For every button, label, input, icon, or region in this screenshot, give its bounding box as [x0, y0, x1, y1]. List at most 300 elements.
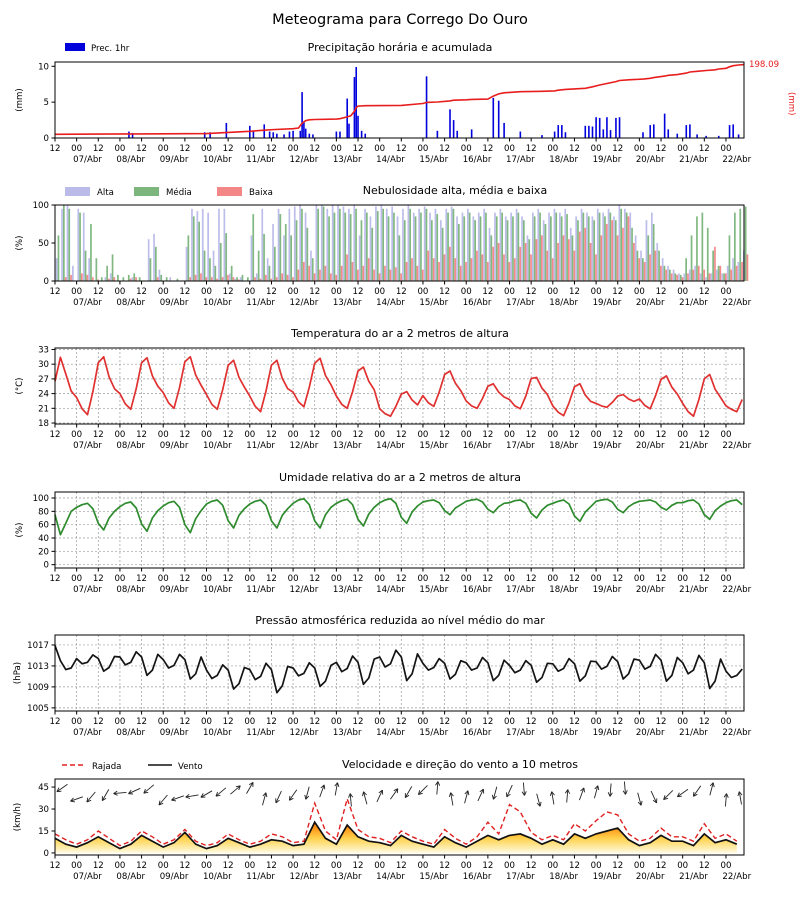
cloud-bar-alta [462, 213, 464, 281]
ylabel-precipitation: (mm) [15, 88, 25, 112]
cloud-bar-media [269, 266, 271, 281]
x-tick-date-label: 18/Abr [549, 298, 578, 308]
x-tick-hour-label: 12 [49, 144, 61, 154]
precip-bar [584, 126, 586, 138]
wind-direction-arrow [565, 790, 569, 803]
precip-bar [503, 123, 505, 138]
x-tick-hour-label: 00 [201, 430, 212, 440]
cloud-bar-media [150, 258, 152, 281]
cloud-bar-baixa [65, 277, 67, 281]
cloud-bar-media [512, 216, 514, 281]
x-tick-date-label: 17/Abr [505, 298, 535, 308]
x-tick-hour-label: 00 [504, 144, 515, 154]
legend-label-media: Média [166, 188, 192, 198]
cloud-bar-alta [402, 209, 404, 281]
x-tick-hour-label: 12 [439, 144, 451, 154]
x-tick-hour-label: 12 [265, 430, 277, 440]
x-tick-hour-label: 00 [157, 861, 169, 871]
precip-bar [653, 124, 655, 138]
precip-bar [599, 118, 601, 138]
cloud-bar-baixa [720, 266, 722, 281]
precip-bar [615, 118, 617, 138]
precip-bar [128, 132, 130, 138]
precip-bar [346, 99, 348, 138]
cloud-bar-baixa [195, 275, 197, 281]
cloud-bar-baixa [379, 273, 381, 281]
x-tick-hour-label: 00 [287, 574, 299, 584]
x-tick-hour-label: 12 [265, 861, 277, 871]
precip-bar [305, 129, 307, 138]
x-tick-hour-label: 12 [49, 430, 61, 440]
cloud-bar-media [399, 235, 401, 281]
cloud-bar-media [393, 213, 395, 281]
x-tick-hour-label: 00 [287, 287, 299, 297]
cloud-bar-media [712, 251, 714, 281]
x-tick-hour-label: 12 [439, 430, 451, 440]
wind-direction-arrow [305, 787, 309, 800]
x-tick-date-label: 16/Abr [462, 155, 492, 165]
x-tick-date-label: 15/Abr [419, 872, 449, 882]
cloud-bar-alta [435, 209, 437, 281]
x-tick-hour-label: 00 [374, 861, 386, 871]
x-tick-hour-label: 00 [590, 144, 602, 154]
cloud-bar-baixa [352, 262, 354, 281]
x-tick-date-label: 11/Abr [246, 441, 275, 451]
legend-label-rajada: Rajada [92, 762, 122, 772]
x-tick-hour-label: 12 [482, 717, 494, 727]
cloud-bar-alta [689, 270, 691, 281]
x-tick-hour-label: 00 [71, 430, 83, 440]
panel-title-precipitation: Precipitação horária e acumulada [307, 41, 493, 54]
cloud-bar-baixa [319, 270, 321, 281]
precip-bar [269, 132, 271, 138]
wind-direction-arrow [159, 795, 167, 805]
x-tick-hour-label: 12 [612, 430, 624, 440]
precip-bar [449, 109, 451, 138]
precip-bar [738, 134, 740, 138]
cloud-bar-alta [256, 273, 258, 281]
x-tick-date-label: 11/Abr [246, 155, 275, 165]
precip-bar [303, 122, 305, 138]
x-tick-date-label: 08/Abr [116, 585, 146, 595]
x-tick-date-label: 15/Abr [419, 728, 449, 738]
x-tick-hour-label: 12 [525, 287, 537, 297]
x-tick-hour-label: 12 [136, 430, 148, 440]
cloud-bar-alta [467, 209, 469, 281]
cloud-bar-baixa [368, 258, 370, 281]
x-tick-hour-label: 12 [568, 574, 580, 584]
cloud-bar-media [317, 209, 319, 281]
cloud-bar-alta [494, 213, 496, 281]
x-tick-date-label: 08/Abr [116, 298, 146, 308]
x-tick-date-label: 12/Abr [289, 155, 319, 165]
x-tick-date-label: 10/Abr [202, 872, 232, 882]
y-tick-label: 45 [38, 783, 49, 794]
x-tick-date-label: 19/Abr [592, 441, 622, 451]
cloud-bar-baixa [557, 243, 559, 281]
precip-bar [588, 126, 590, 138]
x-tick-hour-label: 12 [179, 287, 191, 297]
wind-direction-arrow [377, 790, 383, 802]
cloud-bar-alta [83, 213, 85, 281]
x-tick-date-label: 13/Abr [332, 441, 362, 451]
cloud-bar-baixa [373, 270, 375, 281]
x-tick-hour-label: 00 [374, 574, 386, 584]
x-tick-date-label: 20/Abr [635, 155, 665, 165]
cloud-bar-alta [240, 277, 242, 281]
x-tick-hour-label: 00 [330, 861, 342, 871]
x-tick-hour-label: 12 [136, 861, 148, 871]
x-tick-date-label: 08/Abr [116, 872, 146, 882]
cloud-bar-baixa [276, 277, 278, 281]
wind-direction-arrow [436, 782, 440, 795]
cloud-bar-media [642, 258, 644, 281]
x-tick-date-label: 15/Abr [419, 155, 449, 165]
cloud-bar-media [707, 228, 709, 281]
precip-bar [456, 131, 458, 138]
legend-swatch-alta [65, 187, 90, 196]
cloud-bar-baixa [81, 273, 83, 281]
cloud-bar-media [361, 220, 363, 281]
cloud-bar-media [215, 266, 217, 281]
cloud-bar-media [112, 254, 114, 281]
x-tick-hour-label: 12 [352, 287, 364, 297]
x-tick-date-label: 10/Abr [202, 728, 232, 738]
legend-label-vento: Vento [178, 762, 203, 772]
cloud-bar-media [415, 216, 417, 281]
cloud-bar-media [339, 209, 341, 281]
x-tick-date-label: 20/Abr [635, 585, 665, 595]
cloud-bar-media [404, 220, 406, 281]
cloud-bar-baixa [206, 277, 208, 281]
precip-bar [696, 134, 698, 138]
x-tick-date-label: 07/Abr [73, 441, 102, 451]
cloud-bar-media [566, 214, 568, 281]
y-tick-label: 0 [43, 134, 49, 144]
cloud-bar-baixa [411, 258, 413, 281]
cloud-bar-baixa [574, 251, 576, 281]
cloud-bar-baixa [92, 277, 94, 281]
precip-bar [283, 134, 285, 138]
wind-direction-arrow [507, 785, 513, 797]
x-tick-date-label: 16/Abr [462, 585, 492, 595]
ylabel-pressure: (hPa) [13, 661, 23, 685]
cloud-bar-alta [408, 205, 410, 281]
cloud-bar-alta [656, 243, 658, 281]
cloud-bar-alta [207, 213, 209, 281]
precip-bar [554, 132, 556, 138]
x-tick-hour-label: 00 [244, 861, 256, 871]
x-tick-hour-label: 00 [287, 717, 299, 727]
x-tick-hour-label: 00 [547, 861, 559, 871]
x-tick-date-label: 18/Abr [549, 441, 578, 451]
x-tick-hour-label: 00 [460, 144, 472, 154]
cloud-bar-alta [56, 258, 58, 281]
x-tick-hour-label: 12 [439, 861, 451, 871]
x-tick-hour-label: 12 [698, 144, 710, 154]
x-tick-date-label: 14/Abr [376, 298, 405, 308]
cloud-bar-alta [483, 209, 485, 281]
x-tick-hour-label: 00 [720, 717, 732, 727]
x-tick-hour-label: 12 [309, 144, 321, 154]
cloud-bar-baixa [346, 254, 348, 281]
precip-bar [676, 134, 678, 138]
x-tick-date-label: 07/Abr [73, 872, 102, 882]
wind-direction-arrow [276, 791, 282, 803]
cloud-bar-alta [543, 220, 545, 281]
cloud-bar-media [539, 213, 541, 281]
cloud-bar-baixa [303, 262, 305, 281]
x-tick-date-label: 21/Abr [679, 441, 708, 451]
cloud-bar-media [453, 209, 455, 281]
cloud-bar-alta [727, 266, 729, 281]
cloud-bar-media [117, 275, 119, 281]
precip-bar [685, 125, 687, 138]
panel-rh [33, 492, 752, 595]
x-tick-hour-label: 00 [590, 574, 602, 584]
wind-direction-arrow [465, 791, 469, 804]
cloud-bar-media [280, 214, 282, 281]
precip-bar [364, 134, 366, 138]
cloud-bar-media [604, 216, 606, 281]
y-tick-label: 33 [38, 345, 49, 356]
y-tick-label: 1005 [27, 703, 49, 714]
cloud-bar-media [442, 228, 444, 281]
x-tick-hour-label: 12 [612, 287, 624, 297]
cloud-bar-media [680, 275, 682, 281]
cloud-bar-alta [148, 239, 150, 281]
precip-bar [603, 129, 605, 138]
cloud-bar-alta [202, 209, 204, 281]
x-tick-hour-label: 00 [460, 430, 472, 440]
ylabel-clouds: (%) [15, 235, 25, 251]
cloud-bar-baixa [292, 277, 294, 281]
x-tick-hour-label: 12 [352, 144, 364, 154]
precip-bar [606, 117, 608, 138]
cloud-bar-alta [283, 235, 285, 281]
cloud-bar-baixa [471, 258, 473, 281]
panel-title-humidity: Umidade relativa do ar a 2 metros de altura [278, 471, 522, 484]
x-tick-hour-label: 12 [136, 574, 148, 584]
cloud-bar-media [745, 207, 747, 282]
cloud-bar-media [507, 220, 509, 281]
cloud-bar-baixa [135, 277, 137, 281]
cloud-bar-alta [343, 207, 345, 282]
cloud-bar-media [101, 277, 103, 281]
x-tick-date-label: 22/Abr [722, 728, 752, 738]
cloud-bar-media [463, 216, 465, 281]
x-tick-date-label: 10/Abr [202, 441, 232, 451]
cloud-bar-baixa [725, 273, 727, 281]
x-tick-hour-label: 12 [568, 861, 580, 871]
wind-direction-arrow [478, 789, 484, 801]
x-tick-hour-label: 00 [720, 430, 732, 440]
precip-bar [309, 134, 311, 138]
cloud-bar-alta [370, 216, 372, 281]
x-tick-hour-label: 00 [417, 287, 429, 297]
wind-direction-arrow [230, 786, 240, 794]
cloud-bar-alta [500, 209, 502, 281]
x-tick-hour-label: 12 [698, 861, 710, 871]
wind-direction-arrow [87, 792, 95, 802]
cloud-bar-alta [429, 213, 431, 281]
cloud-bar-alta [332, 205, 334, 281]
x-tick-hour-label: 12 [92, 861, 104, 871]
x-tick-hour-label: 00 [244, 717, 256, 727]
cloud-bar-baixa [189, 277, 191, 281]
x-tick-hour-label: 12 [92, 717, 104, 727]
cloud-bar-media [647, 235, 649, 281]
x-tick-date-label: 10/Abr [202, 585, 232, 595]
panel-pressure [27, 635, 751, 738]
y-tick-label: 15 [38, 826, 49, 837]
panel-wind [38, 779, 752, 882]
cloud-bar-media [685, 258, 687, 281]
x-tick-date-label: 07/Abr [73, 155, 102, 165]
precip-bar [357, 116, 359, 138]
cloud-bar-baixa [395, 267, 397, 281]
cloud-bar-baixa [595, 254, 597, 281]
wind-direction-arrow [129, 788, 141, 794]
x-tick-hour-label: 00 [417, 861, 429, 871]
x-tick-hour-label: 12 [395, 144, 407, 154]
y-tick-label: 1013 [27, 661, 49, 672]
cloud-bar-alta [521, 216, 523, 281]
precip-bar [557, 125, 559, 138]
cloud-bar-alta [711, 273, 713, 281]
x-tick-hour-label: 12 [655, 430, 667, 440]
cloud-bar-baixa [427, 251, 429, 281]
cloud-bar-media [675, 273, 677, 281]
cloud-bar-media [696, 216, 698, 281]
x-tick-hour-label: 12 [136, 144, 148, 154]
x-tick-date-label: 16/Abr [462, 872, 492, 882]
wind-direction-arrow [320, 785, 325, 797]
x-tick-hour-label: 00 [633, 574, 645, 584]
cloud-bar-baixa [682, 277, 684, 281]
x-tick-hour-label: 00 [374, 717, 386, 727]
x-tick-hour-label: 00 [547, 574, 559, 584]
x-tick-hour-label: 12 [439, 574, 451, 584]
wind-direction-arrow [247, 782, 254, 793]
cloud-bar-alta [316, 205, 318, 281]
y-tick-label: 5 [43, 98, 49, 109]
x-tick-date-label: 09/Abr [159, 441, 189, 451]
cloud-bar-media [669, 270, 671, 281]
cloud-bar-alta [348, 209, 350, 281]
cloud-bar-baixa [400, 273, 402, 281]
cloud-bar-baixa [287, 275, 289, 281]
wind-direction-arrow [710, 783, 714, 796]
cloud-bar-alta [554, 209, 556, 281]
x-tick-date-label: 10/Abr [202, 155, 232, 165]
x-tick-hour-label: 12 [525, 144, 537, 154]
cloud-bar-baixa [703, 270, 705, 281]
x-tick-date-label: 13/Abr [332, 298, 362, 308]
cloud-bar-media [334, 213, 336, 281]
cloud-bar-alta [456, 216, 458, 281]
x-tick-hour-label: 12 [92, 144, 104, 154]
cloud-bar-baixa [384, 266, 386, 281]
x-tick-hour-label: 00 [504, 574, 515, 584]
cloud-bar-baixa [714, 247, 716, 281]
cloud-bar-alta [619, 205, 621, 281]
precip-bar [361, 131, 363, 138]
cloud-bar-media [653, 224, 655, 281]
x-tick-date-label: 13/Abr [332, 155, 362, 165]
cloud-bar-media [188, 235, 190, 281]
cloud-bar-baixa [568, 239, 570, 281]
cloud-bar-alta [213, 251, 215, 281]
precip-bar [492, 98, 494, 138]
x-tick-hour-label: 12 [482, 861, 494, 871]
panel-title-pressure: Pressão atmosférica reduzida ao nível médio do mar [255, 614, 545, 627]
cloud-bar-media [447, 213, 449, 281]
x-tick-date-label: 14/Abr [376, 441, 405, 451]
x-tick-hour-label: 12 [439, 717, 451, 727]
cloud-bar-media [691, 235, 693, 281]
x-tick-hour-label: 12 [525, 861, 537, 871]
cloud-bar-media [366, 213, 368, 281]
x-tick-hour-label: 12 [482, 574, 494, 584]
cloud-bar-baixa [433, 258, 435, 281]
x-tick-hour-label: 00 [633, 430, 645, 440]
x-tick-hour-label: 00 [244, 144, 256, 154]
cloud-bar-alta [272, 224, 274, 281]
wind-direction-arrow [449, 793, 453, 806]
cloud-bar-media [496, 216, 498, 281]
wind-direction-arrow [594, 786, 598, 799]
x-tick-hour-label: 12 [179, 430, 191, 440]
cloud-bar-baixa [709, 273, 711, 281]
cloud-bar-media [458, 224, 460, 281]
cloud-bar-baixa [498, 243, 500, 281]
cloud-bar-media [491, 235, 493, 281]
cloud-bar-media [426, 209, 428, 281]
y-tick-label: 0 [43, 560, 49, 571]
x-tick-date-label: 18/Abr [549, 872, 578, 882]
x-tick-hour-label: 12 [568, 287, 580, 297]
cloud-bar-baixa [541, 235, 543, 281]
x-tick-hour-label: 00 [720, 144, 732, 154]
x-tick-hour-label: 12 [309, 287, 321, 297]
x-tick-date-label: 13/Abr [332, 872, 362, 882]
y-tick-label: 1009 [27, 682, 49, 693]
x-tick-date-label: 09/Abr [159, 872, 189, 882]
wind-direction-arrow [579, 788, 584, 800]
precip-bar [289, 132, 291, 138]
cloud-bar-alta [537, 209, 539, 281]
cloud-bar-alta [721, 273, 723, 281]
x-tick-hour-label: 12 [49, 861, 61, 871]
x-tick-date-label: 09/Abr [159, 155, 189, 165]
cloud-bar-alta [359, 235, 361, 281]
cloud-bar-alta [186, 247, 188, 281]
x-tick-hour-label: 12 [612, 144, 624, 154]
x-tick-hour-label: 00 [547, 144, 559, 154]
wind-direction-arrow [651, 791, 657, 803]
cloud-bar-media [79, 213, 81, 281]
cloud-bar-alta [218, 209, 220, 281]
x-tick-date-label: 12/Abr [289, 728, 319, 738]
wind-direction-arrow [114, 791, 127, 795]
precip-bar [498, 101, 500, 138]
cloud-bar-alta [445, 209, 447, 281]
cloud-bar-alta [159, 270, 161, 281]
cloud-bar-media [702, 213, 704, 281]
wind-direction-arrow [349, 794, 353, 807]
cloud-bar-media [409, 209, 411, 281]
